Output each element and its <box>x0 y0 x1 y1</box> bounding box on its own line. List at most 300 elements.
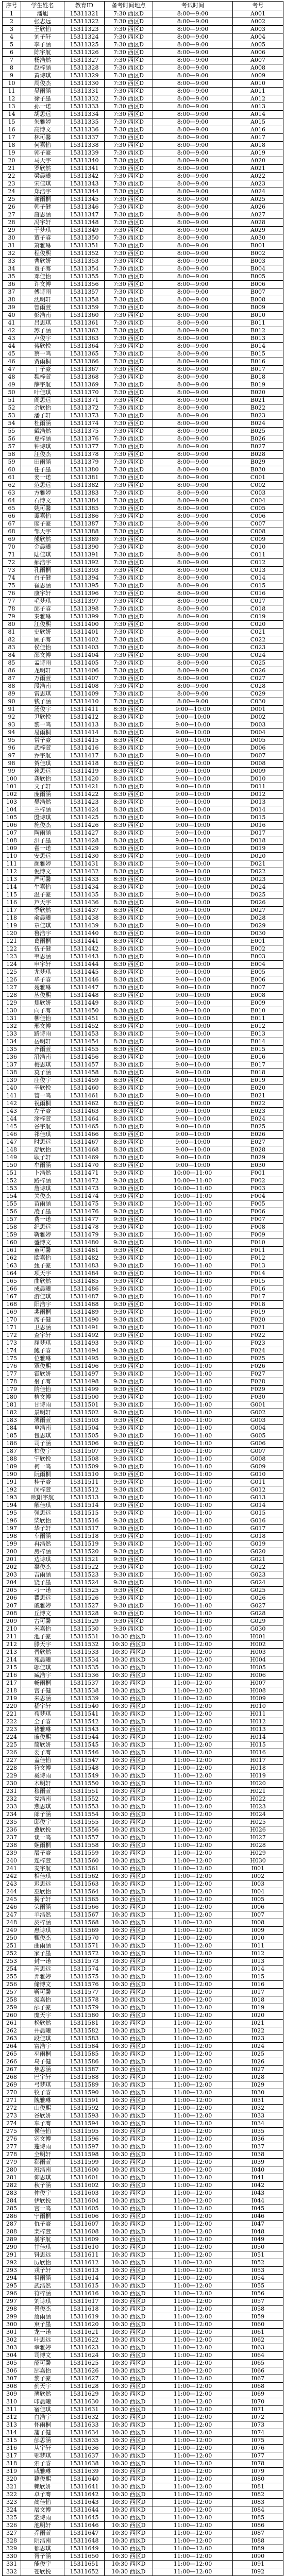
cell-prep-time-place: 10:30 西区D <box>105 2344 153 2352</box>
table-row <box>3 1664 283 1672</box>
cell-seq: 206 <box>3 1595 21 1602</box>
cell-education-id: 15311497 <box>64 1370 105 1378</box>
cell-exam-time: 8:00—9:00 <box>153 497 233 505</box>
table-row <box>3 1370 283 1378</box>
cell-exam-number: H023 <box>233 1803 283 1811</box>
cell-exam-time: 10:00—11:00 <box>153 1378 233 1386</box>
table-row <box>3 2004 283 2012</box>
cell-prep-time-place: 8:30 西区D <box>105 752 153 760</box>
table-row <box>3 922 283 930</box>
cell-prep-time-place: 10:30 西区D <box>105 2429 153 2437</box>
cell-education-id: 15311560 <box>64 1857 105 1865</box>
cell-student-name: 耿子轩 <box>21 1154 64 1162</box>
table-row <box>3 1687 283 1695</box>
cell-student-name: 颜雅婷 <box>21 860 64 868</box>
cell-exam-time: 10:00—11:00 <box>153 1309 233 1316</box>
cell-exam-number: B019 <box>233 381 283 389</box>
cell-seq: 27 <box>3 211 21 219</box>
cell-exam-time: 11:00—12:00 <box>153 2321 233 2329</box>
cell-exam-time: 8:00—9:00 <box>153 26 233 33</box>
cell-seq: 298 <box>3 2306 21 2313</box>
table-row <box>3 1904 283 1911</box>
cell-student-name: 廉俊熙 <box>21 1734 64 1741</box>
cell-seq: 315 <box>3 2437 21 2445</box>
cell-exam-number: D023 <box>233 876 283 884</box>
table-row <box>3 443 283 451</box>
cell-seq: 256 <box>3 1981 21 1989</box>
cell-education-id: 15311519 <box>64 1540 105 1548</box>
cell-exam-time: 9:00—10:00 <box>153 775 233 783</box>
cell-student-name: 邱子睿 <box>21 605 64 613</box>
cell-seq: 87 <box>3 675 21 683</box>
cell-prep-time-place: 8:30 西区D <box>105 744 153 752</box>
cell-exam-number: D011 <box>233 783 283 791</box>
cell-prep-time-place: 9:30 西区D <box>105 1231 153 1239</box>
cell-prep-time-place: 10:30 西区D <box>105 1911 153 1919</box>
cell-student-name: 安思远 <box>21 853 64 860</box>
cell-prep-time-place: 10:30 西区D <box>105 2375 153 2383</box>
table-row <box>3 690 283 698</box>
cell-exam-number: I017 <box>233 1989 283 1996</box>
table-row <box>3 984 283 992</box>
cell-student-name: 刁一诺 <box>21 1587 64 1595</box>
cell-education-id: 15311358 <box>64 296 105 304</box>
cell-exam-number: H016 <box>233 1749 283 1757</box>
cell-prep-time-place: 7:30 西区D <box>105 544 153 551</box>
table-row <box>3 103 283 111</box>
cell-exam-number: B015 <box>233 350 283 358</box>
cell-exam-number: I007 <box>233 1911 283 1919</box>
table-row <box>3 2561 283 2568</box>
table-row <box>3 250 283 258</box>
cell-seq: 328 <box>3 2537 21 2545</box>
cell-exam-number: B025 <box>233 428 283 435</box>
cell-education-id: 15311526 <box>64 1595 105 1602</box>
cell-seq: 141 <box>3 1092 21 1100</box>
cell-education-id: 15311458 <box>64 1069 105 1077</box>
table-row <box>3 1795 283 1803</box>
cell-prep-time-place: 10:30 西区D <box>105 1989 153 1996</box>
cell-exam-time: 8:00—9:00 <box>153 443 233 451</box>
cell-exam-number: B007 <box>233 289 283 296</box>
cell-seq: 318 <box>3 2460 21 2468</box>
table-row <box>3 2445 283 2452</box>
table-row <box>3 2522 283 2530</box>
table-row <box>3 2205 283 2213</box>
cell-prep-time-place: 10:30 西区D <box>105 1656 153 1664</box>
cell-prep-time-place: 9:30 西区D <box>105 1401 153 1409</box>
cell-exam-time: 9:00—10:00 <box>153 1015 233 1023</box>
cell-exam-time: 11:00—12:00 <box>153 2089 233 2097</box>
cell-exam-time: 11:00—12:00 <box>153 2081 233 2089</box>
cell-seq: 316 <box>3 2445 21 2452</box>
cell-prep-time-place: 10:30 西区D <box>105 1687 153 1695</box>
cell-exam-time: 9:00—10:00 <box>153 791 233 799</box>
cell-seq: 30 <box>3 234 21 242</box>
cell-seq: 244 <box>3 1888 21 1896</box>
cell-exam-time: 9:00—10:00 <box>153 922 233 930</box>
cell-education-id: 15311426 <box>64 822 105 829</box>
cell-exam-time: 8:00—9:00 <box>153 335 233 343</box>
cell-student-name: 段浩南 <box>21 683 64 690</box>
cell-seq: 28 <box>3 219 21 227</box>
cell-seq: 210 <box>3 1625 21 1633</box>
cell-prep-time-place: 7:30 西区D <box>105 196 153 204</box>
cell-exam-number: D012 <box>233 791 283 799</box>
cell-education-id: 15311619 <box>64 2313 105 2321</box>
cell-prep-time-place: 10:30 西区D <box>105 1842 153 1850</box>
cell-seq: 189 <box>3 1463 21 1471</box>
cell-prep-time-place: 9:30 西区D <box>105 1463 153 1471</box>
cell-education-id: 15311361 <box>64 319 105 327</box>
cell-seq: 171 <box>3 1324 21 1332</box>
cell-student-name: 庞雨涵 <box>21 791 64 799</box>
cell-exam-time: 11:00—12:00 <box>153 2244 233 2251</box>
cell-education-id: 15311477 <box>64 1216 105 1224</box>
cell-exam-number: E022 <box>233 1100 283 1108</box>
cell-exam-number: E017 <box>233 1061 283 1069</box>
table-row <box>3 404 283 412</box>
cell-education-id: 15311322 <box>64 18 105 26</box>
table-row <box>3 1695 283 1703</box>
cell-exam-number: C018 <box>233 605 283 613</box>
cell-exam-time: 11:00—12:00 <box>153 1873 233 1880</box>
cell-education-id: 15311572 <box>64 1950 105 1958</box>
cell-seq: 174 <box>3 1347 21 1355</box>
table-row <box>3 1100 283 1108</box>
cell-prep-time-place: 7:30 西区D <box>105 466 153 474</box>
cell-seq: 266 <box>3 2058 21 2066</box>
cell-seq: 26 <box>3 204 21 211</box>
cell-seq: 43 <box>3 335 21 343</box>
cell-education-id: 15311643 <box>64 2499 105 2506</box>
cell-exam-time: 11:00—12:00 <box>153 2159 233 2166</box>
cell-student-name: 温子豪 <box>21 891 64 899</box>
cell-prep-time-place: 7:30 西区D <box>105 57 153 64</box>
cell-seq: 88 <box>3 683 21 690</box>
cell-education-id: 15311629 <box>64 2391 105 2398</box>
cell-seq: 125 <box>3 969 21 976</box>
cell-student-name: 乌子健 <box>21 2058 64 2066</box>
cell-prep-time-place: 9:30 西区D <box>105 1347 153 1355</box>
cell-prep-time-place: 7:30 西区D <box>105 72 153 80</box>
table-row <box>3 822 283 829</box>
cell-seq: 81 <box>3 629 21 636</box>
cell-seq: 91 <box>3 706 21 714</box>
cell-student-name: 能俊宇 <box>21 2561 64 2568</box>
cell-prep-time-place: 7:30 西区D <box>105 126 153 134</box>
cell-seq: 277 <box>3 2143 21 2151</box>
cell-education-id: 15311559 <box>64 1850 105 1857</box>
cell-exam-number: D028 <box>233 914 283 922</box>
cell-exam-time: 8:00—9:00 <box>153 551 233 559</box>
cell-exam-number: D004 <box>233 729 283 737</box>
cell-exam-time: 8:00—9:00 <box>153 412 233 420</box>
cell-exam-time: 9:00—10:00 <box>153 721 233 729</box>
cell-education-id: 15311516 <box>64 1517 105 1525</box>
table-row <box>3 474 283 482</box>
cell-education-id: 15311483 <box>64 1262 105 1270</box>
cell-student-name: 曾雨萱 <box>21 304 64 312</box>
cell-education-id: 15311614 <box>64 2275 105 2282</box>
cell-exam-number: G007 <box>233 1448 283 1455</box>
cell-student-name: 汲嘉怡 <box>21 1996 64 2004</box>
cell-exam-time: 8:00—9:00 <box>153 520 233 528</box>
cell-exam-time: 8:00—9:00 <box>153 698 233 706</box>
cell-exam-number: D008 <box>233 760 283 768</box>
cell-education-id: 15311414 <box>64 729 105 737</box>
cell-education-id: 15311437 <box>64 907 105 914</box>
table-row <box>3 1633 283 1641</box>
cell-education-id: 15311567 <box>64 1911 105 1919</box>
cell-exam-time: 11:00—12:00 <box>153 2027 233 2035</box>
cell-education-id: 15311608 <box>64 2228 105 2236</box>
cell-student-name: 严可馨 <box>21 876 64 884</box>
cell-seq: 283 <box>3 2190 21 2197</box>
cell-prep-time-place: 9:30 西区D <box>105 1595 153 1602</box>
cell-exam-time: 11:00—12:00 <box>153 2476 233 2483</box>
cell-exam-time: 11:00—12:00 <box>153 1919 233 1927</box>
cell-student-name: 嵇宇轩 <box>21 1703 64 1710</box>
cell-exam-number: G018 <box>233 1533 283 1540</box>
cell-student-name: 丛俊熙 <box>21 992 64 999</box>
table-row <box>3 118 283 126</box>
cell-seq: 258 <box>3 1996 21 2004</box>
cell-seq: 75 <box>3 582 21 590</box>
cell-exam-number: E008 <box>233 992 283 999</box>
cell-exam-time: 11:00—12:00 <box>153 1888 233 1896</box>
cell-exam-time: 8:00—9:00 <box>153 49 233 57</box>
cell-exam-time: 8:00—9:00 <box>153 273 233 281</box>
cell-student-name: 宓文博 <box>21 2136 64 2143</box>
cell-student-name: 兰梓涵 <box>21 806 64 814</box>
table-row <box>3 1007 283 1015</box>
cell-exam-number: I004 <box>233 1888 283 1896</box>
cell-prep-time-place: 10:30 西区D <box>105 2166 153 2174</box>
cell-seq: 169 <box>3 1309 21 1316</box>
cell-exam-number: I058 <box>233 2306 283 2313</box>
cell-prep-time-place: 10:30 西区D <box>105 1741 153 1749</box>
table-row <box>3 1571 283 1579</box>
cell-seq: 128 <box>3 992 21 999</box>
cell-education-id: 15311509 <box>64 1463 105 1471</box>
cell-student-name: 熊欣然 <box>21 536 64 544</box>
cell-seq: 236 <box>3 1826 21 1834</box>
table-row <box>3 180 283 188</box>
cell-exam-number: A030 <box>233 234 283 242</box>
cell-education-id: 15311357 <box>64 289 105 296</box>
cell-student-name: 黄诗琪 <box>21 72 64 80</box>
cell-student-name: 弓梦琪 <box>21 2081 64 2089</box>
cell-seq: 299 <box>3 2313 21 2321</box>
cell-seq: 192 <box>3 1486 21 1494</box>
cell-exam-time: 8:00—9:00 <box>153 652 233 659</box>
cell-prep-time-place: 8:30 西区D <box>105 1123 153 1131</box>
table-row <box>3 57 283 64</box>
cell-exam-number: D026 <box>233 899 283 907</box>
cell-exam-number: D029 <box>233 922 283 930</box>
cell-exam-number: I041 <box>233 2174 283 2182</box>
cell-seq: 129 <box>3 999 21 1007</box>
cell-prep-time-place: 10:30 西区D <box>105 2143 153 2151</box>
cell-exam-time: 9:00—10:00 <box>153 1030 233 1038</box>
cell-prep-time-place: 10:30 西区D <box>105 2275 153 2282</box>
cell-exam-time: 8:00—9:00 <box>153 466 233 474</box>
cell-education-id: 15311395 <box>64 582 105 590</box>
cell-student-name: 蔡一鸣 <box>21 350 64 358</box>
cell-seq: 310 <box>3 2398 21 2406</box>
cell-seq: 102 <box>3 791 21 799</box>
cell-prep-time-place: 7:30 西区D <box>105 652 153 659</box>
table-row <box>3 95 283 103</box>
cell-exam-number: F023 <box>233 1340 283 1347</box>
table-row <box>3 590 283 598</box>
cell-seq: 80 <box>3 621 21 629</box>
cell-education-id: 15311641 <box>64 2483 105 2491</box>
table-row <box>3 2553 283 2561</box>
cell-exam-time: 9:00—10:00 <box>153 768 233 775</box>
cell-exam-number: B018 <box>233 374 283 381</box>
cell-exam-number: H030 <box>233 1857 283 1865</box>
cell-student-name: 厉欣怡 <box>21 2259 64 2267</box>
cell-education-id: 15311369 <box>64 381 105 389</box>
cell-seq: 234 <box>3 1811 21 1819</box>
cell-exam-time: 8:00—9:00 <box>153 227 233 234</box>
cell-seq: 306 <box>3 2367 21 2375</box>
table-row <box>3 1193 283 1200</box>
cell-exam-number: F030 <box>233 1394 283 1401</box>
table-row <box>3 1911 283 1919</box>
cell-exam-time: 8:00—9:00 <box>153 180 233 188</box>
cell-education-id: 15311611 <box>64 2251 105 2259</box>
cell-student-name: 钟诗琪 <box>21 443 64 451</box>
cell-prep-time-place: 10:30 西区D <box>105 2352 153 2360</box>
cell-prep-time-place: 10:30 西区D <box>105 1819 153 1826</box>
cell-education-id: 15311373 <box>64 412 105 420</box>
cell-prep-time-place: 10:30 西区D <box>105 2050 153 2058</box>
cell-education-id: 15311401 <box>64 629 105 636</box>
cell-student-name: 曲雨涵 <box>21 1942 64 1950</box>
cell-exam-time: 9:00—10:00 <box>153 806 233 814</box>
cell-education-id: 15311435 <box>64 891 105 899</box>
table-row <box>3 613 283 621</box>
cell-student-name: 隋佳怡 <box>21 1386 64 1394</box>
cell-prep-time-place: 8:30 西区D <box>105 999 153 1007</box>
cell-exam-time: 9:00—10:00 <box>153 1061 233 1069</box>
cell-seq: 213 <box>3 1649 21 1656</box>
cell-student-name: 赖思远 <box>21 768 64 775</box>
cell-exam-time: 11:00—12:00 <box>153 2143 233 2151</box>
cell-student-name: 戴浩然 <box>21 428 64 435</box>
cell-prep-time-place: 7:30 西区D <box>105 683 153 690</box>
cell-prep-time-place: 9:30 西区D <box>105 1525 153 1533</box>
cell-prep-time-place: 8:30 西区D <box>105 1038 153 1046</box>
cell-seq: 163 <box>3 1262 21 1270</box>
cell-seq: 153 <box>3 1185 21 1193</box>
cell-prep-time-place: 9:30 西区D <box>105 1556 153 1564</box>
cell-student-name: 巫欣怡 <box>21 1888 64 1896</box>
table-row <box>3 1471 283 1479</box>
table-row <box>3 791 283 799</box>
cell-exam-time: 9:00—10:00 <box>153 992 233 999</box>
cell-student-name: 邴子豪 <box>21 2004 64 2012</box>
table-row <box>3 1185 283 1193</box>
table-row <box>3 2244 283 2251</box>
table-row <box>3 2336 283 2344</box>
cell-exam-number: D013 <box>233 799 283 806</box>
cell-exam-time: 11:00—12:00 <box>153 2136 233 2143</box>
table-row <box>3 1479 283 1486</box>
cell-student-name: 钱子涵 <box>21 698 64 706</box>
cell-exam-number: C023 <box>233 644 283 652</box>
table-row <box>3 2290 283 2298</box>
cell-exam-time: 9:00—10:00 <box>153 1084 233 1092</box>
cell-education-id: 15311475 <box>64 1200 105 1208</box>
cell-seq: 69 <box>3 536 21 544</box>
table-row <box>3 1208 283 1216</box>
cell-exam-number: G030 <box>233 1625 283 1633</box>
cell-seq: 321 <box>3 2483 21 2491</box>
cell-prep-time-place: 8:30 西区D <box>105 721 153 729</box>
table-row <box>3 64 283 72</box>
cell-exam-time: 11:00—12:00 <box>153 2375 233 2383</box>
cell-exam-number: G017 <box>233 1525 283 1533</box>
cell-education-id: 15311427 <box>64 829 105 837</box>
cell-student-name: 宿佳琪 <box>21 2406 64 2414</box>
cell-exam-number: I010 <box>233 1935 283 1942</box>
cell-exam-number: C009 <box>233 536 283 544</box>
cell-exam-time: 11:00—12:00 <box>153 1687 233 1695</box>
cell-exam-number: I049 <box>233 2236 283 2244</box>
cell-education-id: 15311368 <box>64 374 105 381</box>
cell-seq: 229 <box>3 1772 21 1780</box>
cell-exam-time: 10:00—11:00 <box>153 1548 233 1556</box>
table-row <box>3 698 283 706</box>
cell-student-name: 唐思涵 <box>21 211 64 219</box>
table-row <box>3 2081 283 2089</box>
cell-exam-time: 11:00—12:00 <box>153 2468 233 2476</box>
cell-seq: 239 <box>3 1850 21 1857</box>
cell-student-name: 赖欣妍 <box>21 2483 64 2491</box>
table-row <box>3 2105 283 2112</box>
cell-exam-time: 11:00—12:00 <box>153 1896 233 1904</box>
cell-seq: 50 <box>3 389 21 397</box>
cell-exam-time: 11:00—12:00 <box>153 2352 233 2360</box>
cell-education-id: 15311343 <box>64 180 105 188</box>
cell-seq: 150 <box>3 1162 21 1170</box>
cell-exam-time: 10:00—11:00 <box>153 1625 233 1633</box>
cell-prep-time-place: 8:30 西区D <box>105 783 153 791</box>
cell-student-name: 文子轩 <box>21 783 64 791</box>
cell-exam-number: F009 <box>233 1231 283 1239</box>
cell-prep-time-place: 8:30 西区D <box>105 775 153 783</box>
cell-exam-time: 11:00—12:00 <box>153 1880 233 1888</box>
cell-student-name: 穆雨萱 <box>21 1788 64 1795</box>
cell-seq: 233 <box>3 1803 21 1811</box>
cell-seq: 293 <box>3 2267 21 2275</box>
cell-prep-time-place: 7:30 西区D <box>105 659 153 667</box>
cell-exam-time: 10:00—11:00 <box>153 1432 233 1440</box>
cell-student-name: 束子墨 <box>21 2321 64 2329</box>
cell-student-name: 凌子墨 <box>21 1208 64 1216</box>
cell-prep-time-place: 7:30 西区D <box>105 574 153 582</box>
cell-education-id: 15311413 <box>64 721 105 729</box>
cell-exam-number: F026 <box>233 1363 283 1370</box>
cell-seq: 211 <box>3 1633 21 1641</box>
cell-education-id: 15311474 <box>64 1193 105 1200</box>
cell-exam-time: 11:00—12:00 <box>153 2522 233 2530</box>
cell-education-id: 15311528 <box>64 1610 105 1618</box>
